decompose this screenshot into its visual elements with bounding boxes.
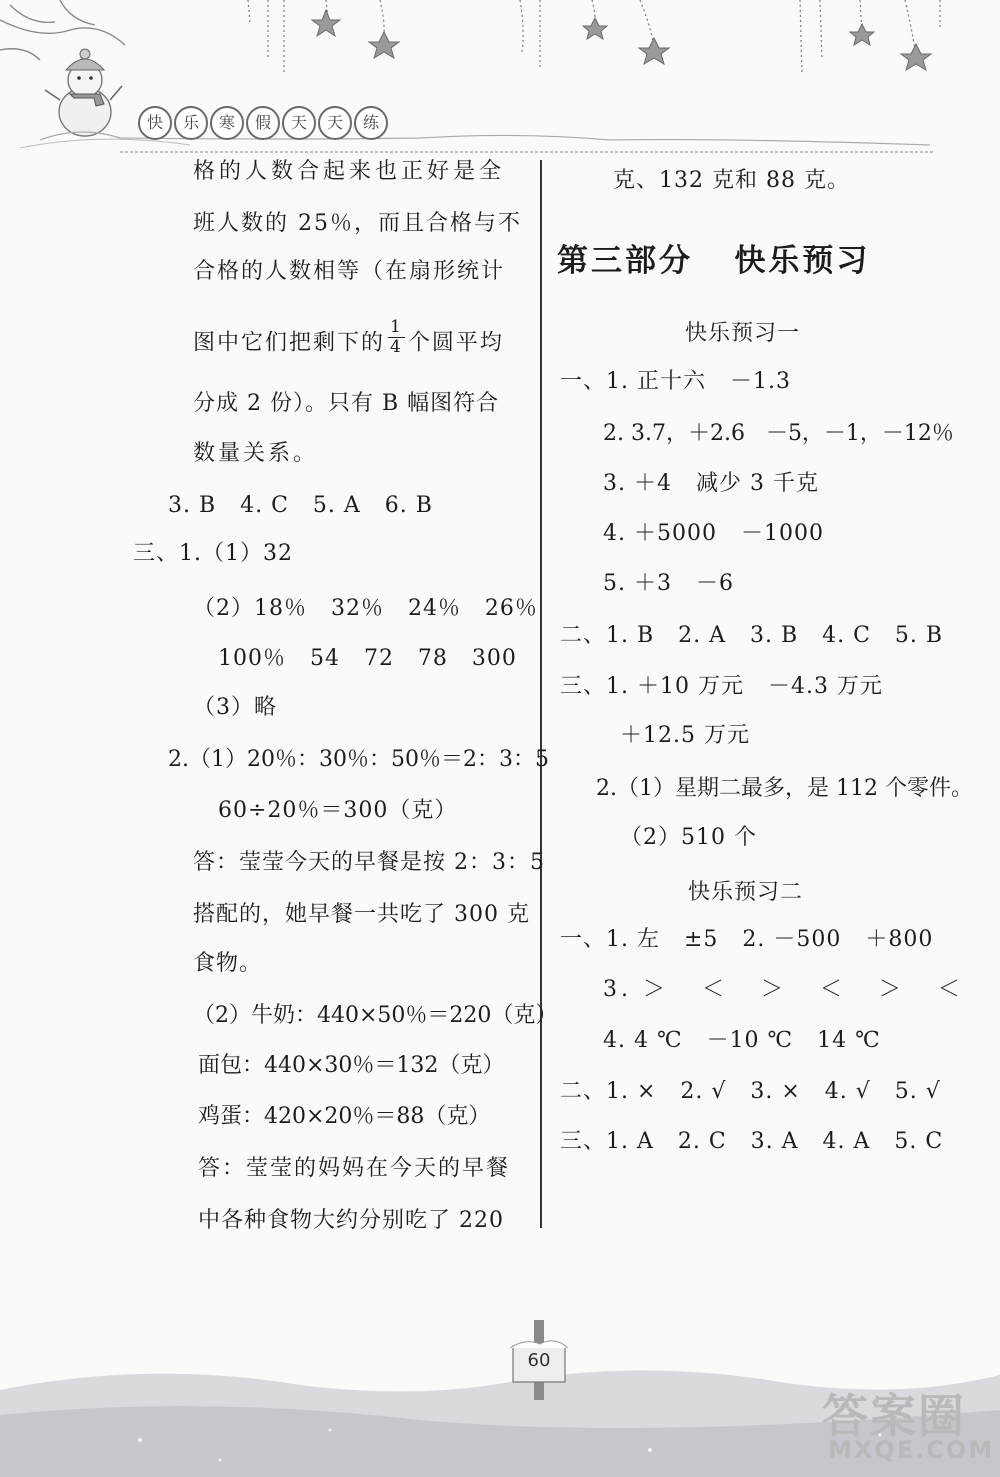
header-title-char: 天	[282, 106, 316, 140]
answer-line: 60÷20％＝300（克）	[218, 798, 458, 823]
answer-line-fraction	[193, 317, 504, 363]
answer-line: 分成 2 份）。只有 B 幅图符合	[193, 391, 500, 416]
snowman-icon	[45, 49, 122, 136]
answer-line: 二、1. B 2. A 3. B 4. C 5. B	[560, 623, 944, 648]
answer-line: 三、1. A 2. C 3. A 4. A 5. C	[560, 1129, 944, 1154]
header-title-char: 练	[354, 106, 388, 140]
header-title-char: 假	[246, 106, 280, 140]
answer-line: 中各种食物大约分别吃了 220	[198, 1208, 504, 1233]
answer-line: 5. ＋3 －6	[603, 571, 734, 596]
section-title: 第三部分 快乐预习	[557, 243, 871, 279]
fraction	[388, 318, 405, 357]
answer-line: 格的人数合起来也正好是全	[193, 159, 506, 184]
answer-line: （3）略	[193, 695, 277, 720]
answer-line: 三、1. ＋10 万元 －4.3 万元	[560, 674, 883, 699]
answer-line: 三、1.（1）32	[133, 541, 293, 566]
answer-line: 合格的人数相等（在扇形统计	[193, 259, 506, 284]
answer-line: （2）18％ 32％ 24％ 26％	[193, 596, 538, 621]
answer-line: 4. 4 ℃ －10 ℃ 14 ℃	[603, 1028, 881, 1053]
header-title-char: 乐	[174, 106, 208, 140]
answer-line: 班人数的 25％，而且合格与不	[193, 211, 522, 236]
header-decoration	[0, 0, 1000, 165]
answer-text: 个圆平均	[407, 330, 504, 356]
answer-line: （2）510 个	[620, 825, 757, 850]
answer-line: 克、132 克和 88 克。	[613, 168, 850, 193]
answer-line: 2.（1）20％：30％：50％＝2：3：5	[168, 747, 549, 772]
answer-line: 4. ＋5000 －1000	[603, 521, 824, 546]
answer-line: 答：莹莹的妈妈在今天的早餐	[198, 1156, 511, 1181]
answer-line: 3. ＞ ＜ ＞ ＜ ＞ ＜	[603, 977, 964, 1002]
answer-line: 一、1. 左 ±5 2. －500 ＋800	[560, 927, 934, 952]
answer-line: 一、1. 正十六 －1.3	[560, 369, 791, 394]
answer-line: 100％ 54 72 78 300	[218, 646, 517, 671]
header-title-char: 快	[138, 106, 172, 140]
answer-line: （2）牛奶：440×50％＝220（克）	[193, 1003, 558, 1028]
page-number: 60	[527, 1350, 551, 1371]
answer-line: 2.（1）星期二最多，是 112 个零件。	[596, 776, 973, 801]
answer-text: 图中它们把剩下的	[193, 330, 386, 356]
answer-line: 食物。	[193, 951, 263, 976]
lesson-title: 快乐预习一	[685, 321, 801, 346]
answer-line: 2. 3.7，＋2.6 －5，－1，－12％	[603, 421, 954, 446]
column-divider	[540, 160, 542, 1228]
answer-line: 数量关系。	[193, 441, 319, 466]
answer-line: ＋12.5 万元	[620, 723, 750, 748]
header-title-char: 寒	[210, 106, 244, 140]
watermark-logo: 答案圈	[822, 1389, 966, 1443]
answer-line: 二、1. × 2. √ 3. × 4. √ 5. √	[560, 1079, 941, 1104]
fraction-denominator: 4	[390, 337, 403, 357]
answer-line: 鸡蛋：420×20％＝88（克）	[198, 1104, 491, 1129]
watermark-url: MXQE.COM	[828, 1436, 995, 1464]
answer-line: 3. ＋4 减少 3 千克	[603, 471, 819, 496]
fraction-numerator: 1	[390, 317, 403, 337]
header-title-char: 天	[318, 106, 352, 140]
answer-line: 面包：440×30％＝132（克）	[198, 1053, 505, 1078]
answer-line: 答：莹莹今天的早餐是按 2：3：5	[193, 850, 545, 875]
lesson-title: 快乐预习二	[688, 880, 804, 905]
answer-line: 3. B 4. C 5. A 6. B	[168, 493, 433, 518]
answer-line: 搭配的，她早餐一共吃了 300 克	[193, 902, 530, 927]
